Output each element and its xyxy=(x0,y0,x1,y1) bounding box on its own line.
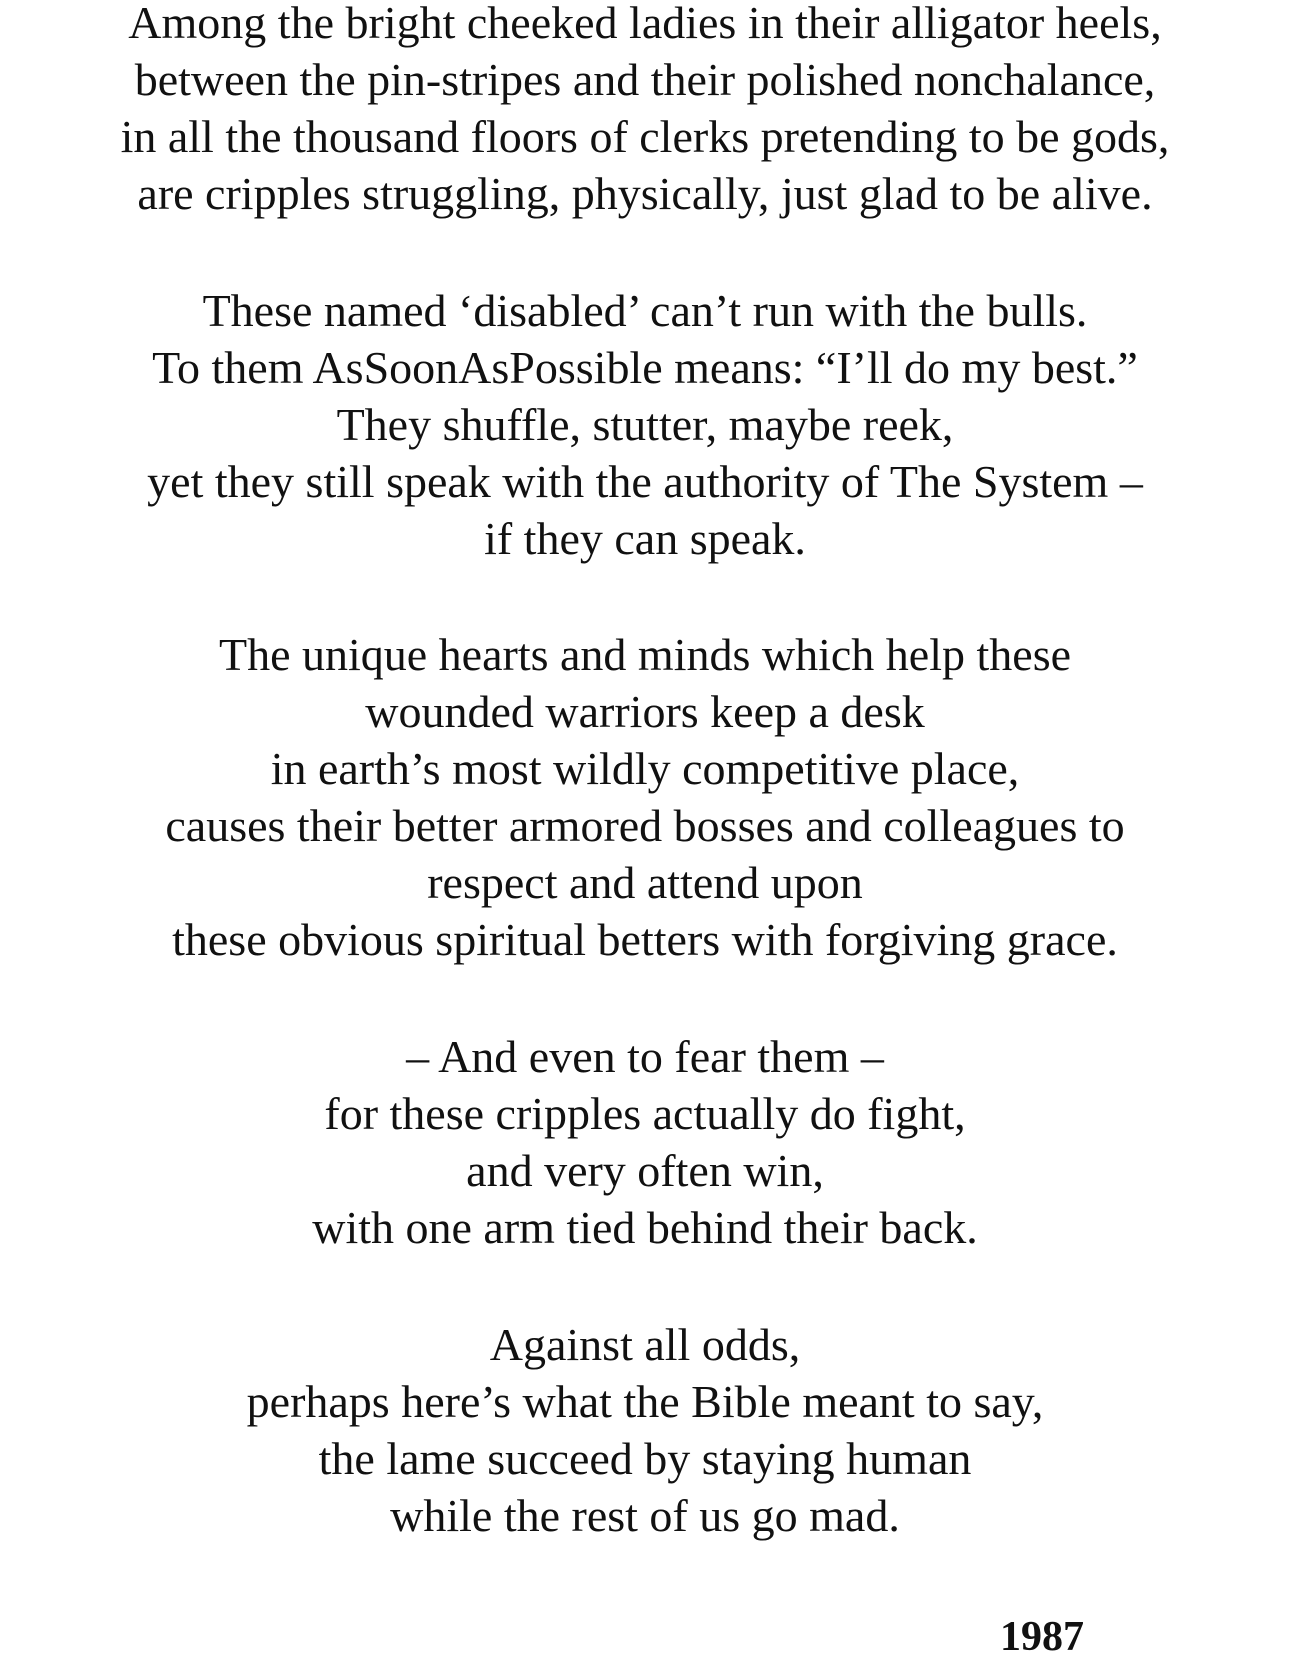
poem-year: 1987 xyxy=(1000,1614,1084,1660)
poem-line: while the rest of us go mad. xyxy=(390,1490,900,1541)
poem-line: the lame succeed by staying human xyxy=(318,1433,972,1484)
stanza-1 xyxy=(0,0,1290,222)
poem-line: these obvious spiritual betters with forgiving grace. xyxy=(172,914,1118,965)
poem-line: are cripples struggling, physically, just glad to be alive. xyxy=(137,168,1153,219)
poem-line: To them AsSoonAsPossible means: “I’ll do my best.” xyxy=(152,342,1138,393)
stanza-2 xyxy=(0,282,1290,567)
poem-line: These named ‘disabled’ can’t run with the bulls. xyxy=(202,285,1088,336)
poem-line: in earth’s most wildly competitive place, xyxy=(270,743,1020,794)
poem-line: perhaps here’s what the Bible meant to say, xyxy=(246,1376,1044,1427)
poem-line: The unique hearts and minds which help these xyxy=(218,629,1072,680)
poem-line: – And even to fear them – xyxy=(406,1031,884,1082)
poem-line: They shuffle, stutter, maybe reek, xyxy=(336,399,954,450)
poem-line: if they can speak. xyxy=(484,513,806,564)
poem-line: between the pin-stripes and their polished nonchalance, xyxy=(134,54,1156,105)
poem-line: and very often win, xyxy=(466,1145,824,1196)
poem-line: wounded warriors keep a desk xyxy=(365,686,925,737)
poem-line: in all the thousand floors of clerks pretending to be gods, xyxy=(120,111,1170,162)
poem-line: causes their better armored bosses and colleagues to xyxy=(165,800,1125,851)
stanza-5 xyxy=(0,1316,1290,1544)
stanza-4 xyxy=(0,1028,1290,1256)
poem-line: for these cripples actually do fight, xyxy=(324,1088,966,1139)
stanza-3 xyxy=(0,626,1290,968)
poem-line: respect and attend upon xyxy=(427,857,863,908)
poem-line: Against all odds, xyxy=(489,1319,801,1370)
poem-line: Among the bright cheeked ladies in their alligator heels, xyxy=(128,0,1162,48)
poem-line: yet they still speak with the authority of The System – xyxy=(147,456,1143,507)
poem-line: with one arm tied behind their back. xyxy=(312,1202,978,1253)
